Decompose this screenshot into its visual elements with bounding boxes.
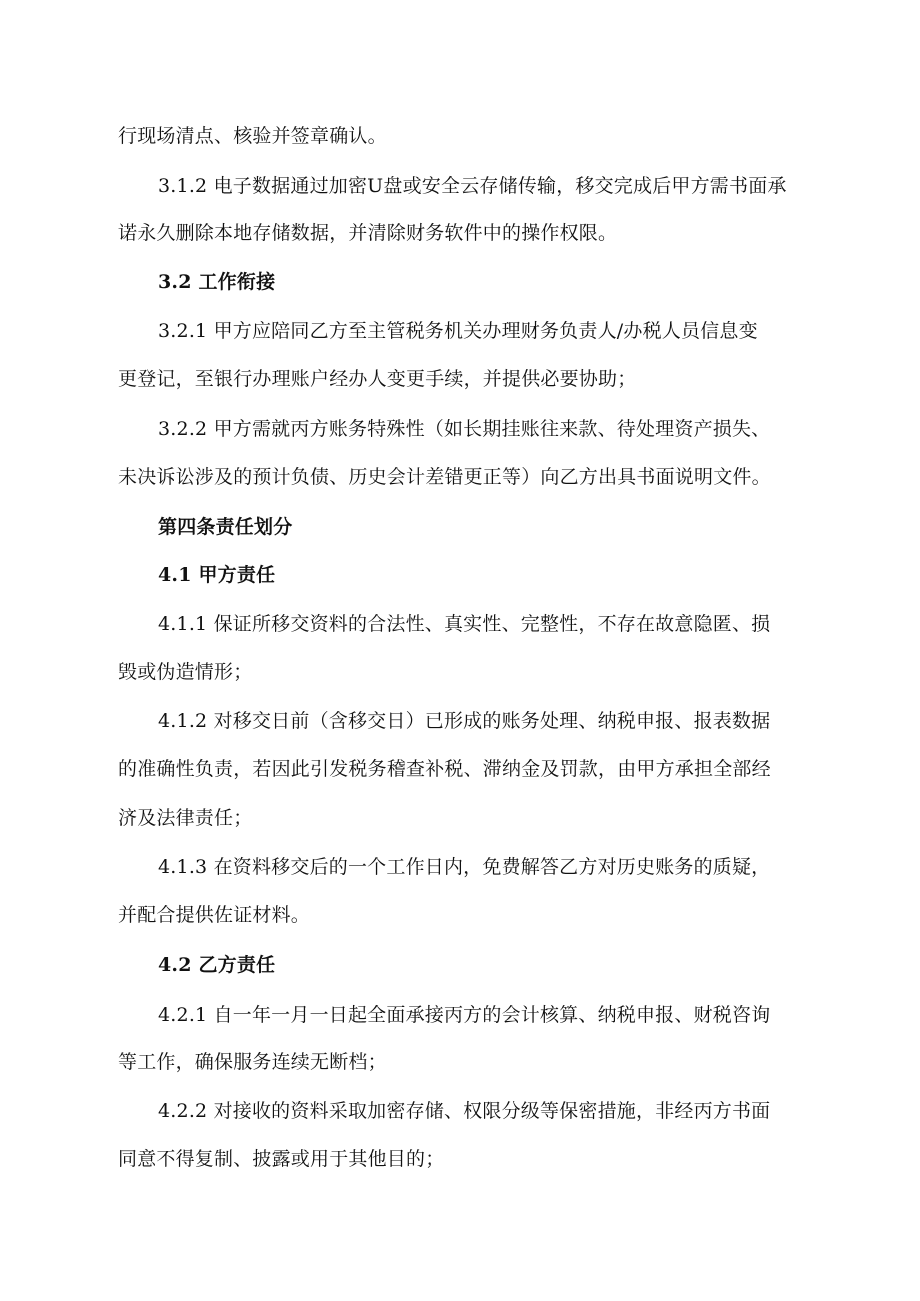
- paragraph-line: 并配合提供佐证材料。: [118, 904, 311, 926]
- clause-4-2-1: 4.2.1 自一年一月一日起全面承接丙方的会计核算、纳税申报、财税咨询: [158, 1004, 771, 1026]
- paragraph-line: 行现场清点、核验并签章确认。: [118, 125, 387, 147]
- clause-4-1-1: 4.1.1 保证所移交资料的合法性、真实性、完整性，不存在故意隐匿、损: [158, 613, 771, 635]
- clause-4-2-2: 4.2.2 对接收的资料采取加密存储、权限分级等保密措施，非经丙方书面: [158, 1100, 771, 1122]
- clause-4-1-3: 4.1.3 在资料移交后的一个工作日内，免费解答乙方对历史账务的质疑，: [158, 856, 771, 878]
- clause-3-1-2: 3.1.2 电子数据通过加密U盘或安全云存储传输，移交完成后甲方需书面承: [158, 175, 787, 197]
- paragraph-line: 诺永久删除本地存储数据，并清除财务软件中的操作权限。: [118, 222, 618, 244]
- paragraph-line: 的准确性负责，若因此引发税务稽查补税、滞纳金及罚款，由甲方承担全部经: [118, 758, 771, 780]
- section-heading-4-1: 4.1 甲方责任: [158, 564, 276, 586]
- clause-3-2-1: 3.2.1 甲方应陪同乙方至主管税务机关办理财务负责人/办税人员信息变: [158, 320, 758, 342]
- clause-4-1-2: 4.1.2 对移交日前（含移交日）已形成的账务处理、纳税申报、报表数据: [158, 710, 771, 732]
- paragraph-line: 毁或伪造情形；: [118, 661, 253, 683]
- paragraph-line: 同意不得复制、披露或用于其他目的；: [118, 1148, 445, 1170]
- article-heading-4: 第四条责任划分: [158, 516, 293, 538]
- section-heading-3-2: 3.2 工作衔接: [158, 271, 276, 293]
- paragraph-line: 未决诉讼涉及的预计负债、历史会计差错更正等）向乙方出具书面说明文件。: [118, 466, 771, 488]
- clause-3-2-2: 3.2.2 甲方需就丙方账务特殊性（如长期挂账往来款、待处理资产损失、: [158, 418, 771, 440]
- paragraph-line: 济及法律责任；: [118, 807, 253, 829]
- section-heading-4-2: 4.2 乙方责任: [158, 954, 276, 976]
- paragraph-line: 更登记，至银行办理账户经办人变更手续，并提供必要协助；: [118, 368, 637, 390]
- paragraph-line: 等工作，确保服务连续无断档；: [118, 1051, 387, 1073]
